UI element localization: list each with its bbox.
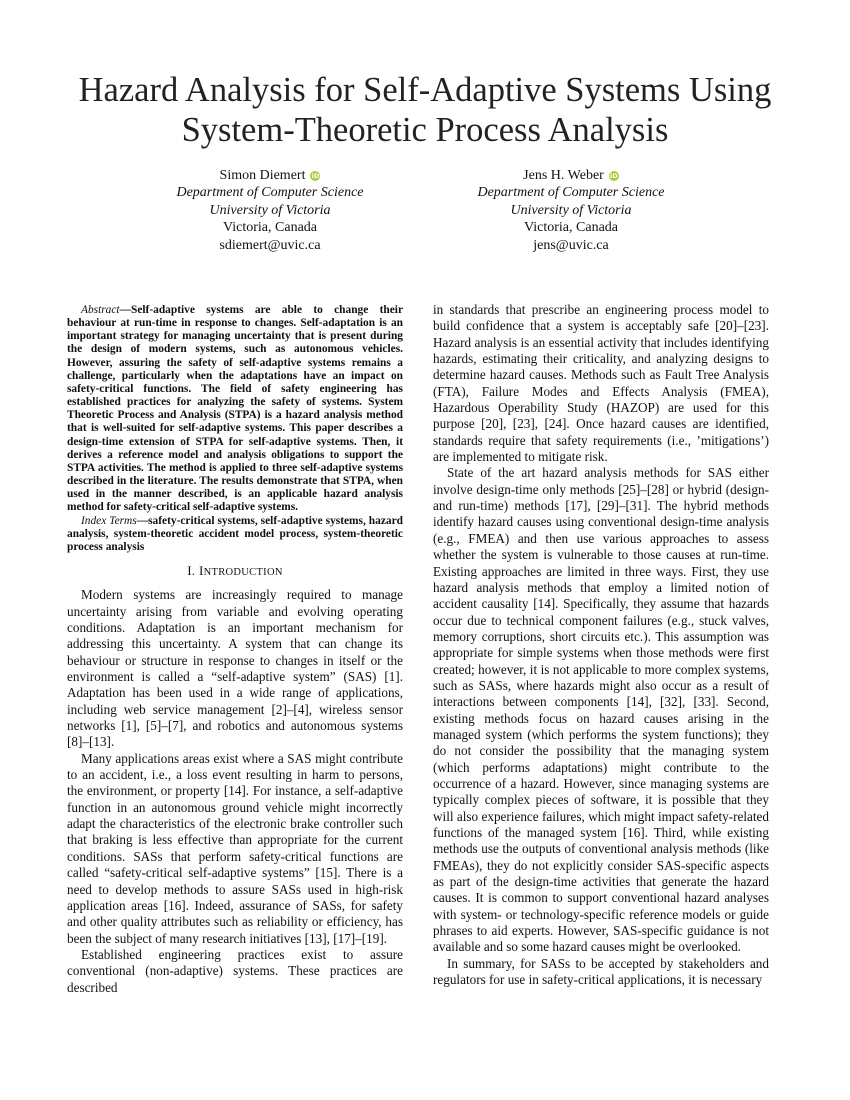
author-block-1: [120, 167, 420, 254]
orcid-icon[interactable]: iD: [311, 171, 320, 180]
section-heading-introduction: [67, 563, 403, 581]
index-terms-text: —safety-critical systems, self-adaptive systems, hazard analysis, system-theoretic accident model process, system-theoretic process analysis: [67, 514, 403, 553]
author-department: Department of Computer Science: [477, 185, 665, 201]
author-block-2: [421, 167, 721, 254]
author-university: University of Victoria: [510, 202, 632, 218]
title-line-1: Hazard Analysis for Self-Adaptive Systems Using: [78, 71, 772, 109]
section-first-letter: I: [198, 562, 204, 578]
abstract-label: Abstract: [81, 304, 120, 316]
author-name: Jens H. Weber: [523, 168, 604, 183]
right-column: [433, 302, 769, 988]
title-line-2: System-Theoretic Process Analysis: [181, 111, 669, 149]
section-title-rest: NTRODUCTION: [203, 566, 283, 578]
body-paragraph: Established engineering practices exist to assure conventional (non-adaptive) systems. These practices are described: [67, 946, 403, 995]
index-terms-label: Index Terms: [81, 514, 137, 527]
abstract-text: —Self-adaptive systems are able to change their behaviour at run-time in response to changes. Self-adaptation is an important strategy for managing uncertainty that is present during the design of modern systems, such as autonomous vehicles. However, assuring the safety of self-adaptive systems remains a challenge, particularly when the adaptations have an impact on safety-critical functions. The field of safety engineering has established practices for analyzing the safety of systems. System Theoretic Process and Analysis (STPA) is a hazard analysis method that is well-suited for self-adaptive systems. This paper describes a design-time extension of STPA for self-adaptive systems. Then, it derives a reference model and analysis obligations to support the STPA activities. The method is applied to three self-adaptive systems described in the literature. The results demonstrate that STPA, when used in the manner described, is an applicable hazard analysis method for safety-critical self-adaptive systems.: [67, 304, 403, 514]
index-terms-paragraph: [67, 515, 403, 554]
author-name: Simon Diemert: [219, 168, 306, 183]
body-paragraph: State of the art hazard analysis methods for SAS either involve design-time only methods [25]–[28] or hybrid (design- and run-time) methods [17], [29]–[31]. The hybrid methods identify hazard causes using conventional design-time analysis (e.g., FMEA) and then use various approaches to assess whether the system is vulnerable to those causes at run-time. Existing approaches are limited in three ways. First, they use hazard analysis methods that employ a limited notion of accident causality [14]. Specifically, they assume that hazards occur due to technical component failures (e.g., stuck valves, memory corruptions, short circuits etc.). This assumption was appropriate for simple systems when those methods were first created; however, it is not applicable to more complex systems, such as SASs, where hazards might also occur as a result of interactions between components [14], [32], [33]. Second, existing methods focus on hazard causes arising in the managed system (which performs the system functions); they do not consider the possibility that the managing system (which performs adaptations) might contribute to the occurrence of a hazard. However, since managing systems are typically complex pieces of software, it is possible that they will also experience failures, which might impact safety-related functions of the managed system [16]. Third, while existing methods use the outputs of conventional analysis methods (like FMEAs), they do not explicitly consider SAS-specific aspects as part of the design-time activities that generate the hazard causes. It is common to support conventional hazard analyses with system- or technology-specific reference models or guide phrases to aid experts. However, SAS-specific guidance is not available and so some hazard causes might be overlooked.: [433, 465, 769, 955]
author-location: Victoria, Canada: [222, 220, 317, 236]
author-department: Department of Computer Science: [176, 185, 364, 201]
left-column: [67, 304, 403, 996]
body-paragraph: Modern systems are increasingly required to manage uncertainty arising from variable and evolving operating conditions. Adaptation is an important mechanism for addressing this uncertainty. A system that can change its behaviour or structure in response to changes in itself or the environment is called a “self-adaptive system” (SAS) [1]. Adaptation has been used in a wide range of applications, including web service management [2]–[4], wireless sensor networks [1], [5]–[7], and robotics and autonomous systems [8]–[13].: [67, 587, 403, 750]
abstract: [67, 304, 403, 554]
author-location: Victoria, Canada: [523, 220, 618, 236]
paper-title: [40, 70, 810, 150]
section-numeral: I.: [187, 562, 199, 578]
abstract-paragraph: [67, 304, 403, 515]
author-email: jens@uvic.ca: [533, 237, 609, 253]
body-paragraph: in standards that prescribe an engineering process model to build confidence that a system is acceptably safe [20]–[23]. Hazard analysis is an essential activity that includes identifying hazards, estimating their criticality, and analyzing designs to determine hazard causes. Methods such as Fault Tree Analysis (FTA), Failure Modes and Effects Analysis (FMEA), Hazardous Operability Study (HAZOP) are used for this purpose [20], [23], [24]. Once hazard causes are identified, standards require that safety requirements (i.e., ’mitigations’) are implemented to mitigate risk.: [433, 302, 769, 465]
body-paragraph: Many applications areas exist where a SAS might contribute to an accident, i.e., a loss event resulting in harm to persons, the environment, or property [14]. For instance, a self-adaptive function in an autonomous ground vehicle might incorrectly adapt the characteristics of the electronic brake controller such that braking is less effective than appropriate for the current conditions. SASs that perform safety-critical functions are called “safety-critical self-adaptive systems” [15]. There is a need to develop methods to assure SASs used in high-risk application areas [16]. Indeed, assurance of SASs, for safety and other quality attributes such as reliability or efficiency, has been the subject of many research initiatives [13], [17]–[19].: [67, 750, 403, 946]
orcid-icon[interactable]: iD: [610, 171, 618, 180]
author-university: University of Victoria: [209, 202, 331, 218]
author-email: sdiemert@uvic.ca: [219, 237, 321, 253]
author-name-row: [523, 167, 619, 184]
body-paragraph: In summary, for SASs to be accepted by stakeholders and regulators for use in safety-critical applications, it is necessary: [433, 955, 769, 988]
author-name-row: [220, 167, 321, 184]
